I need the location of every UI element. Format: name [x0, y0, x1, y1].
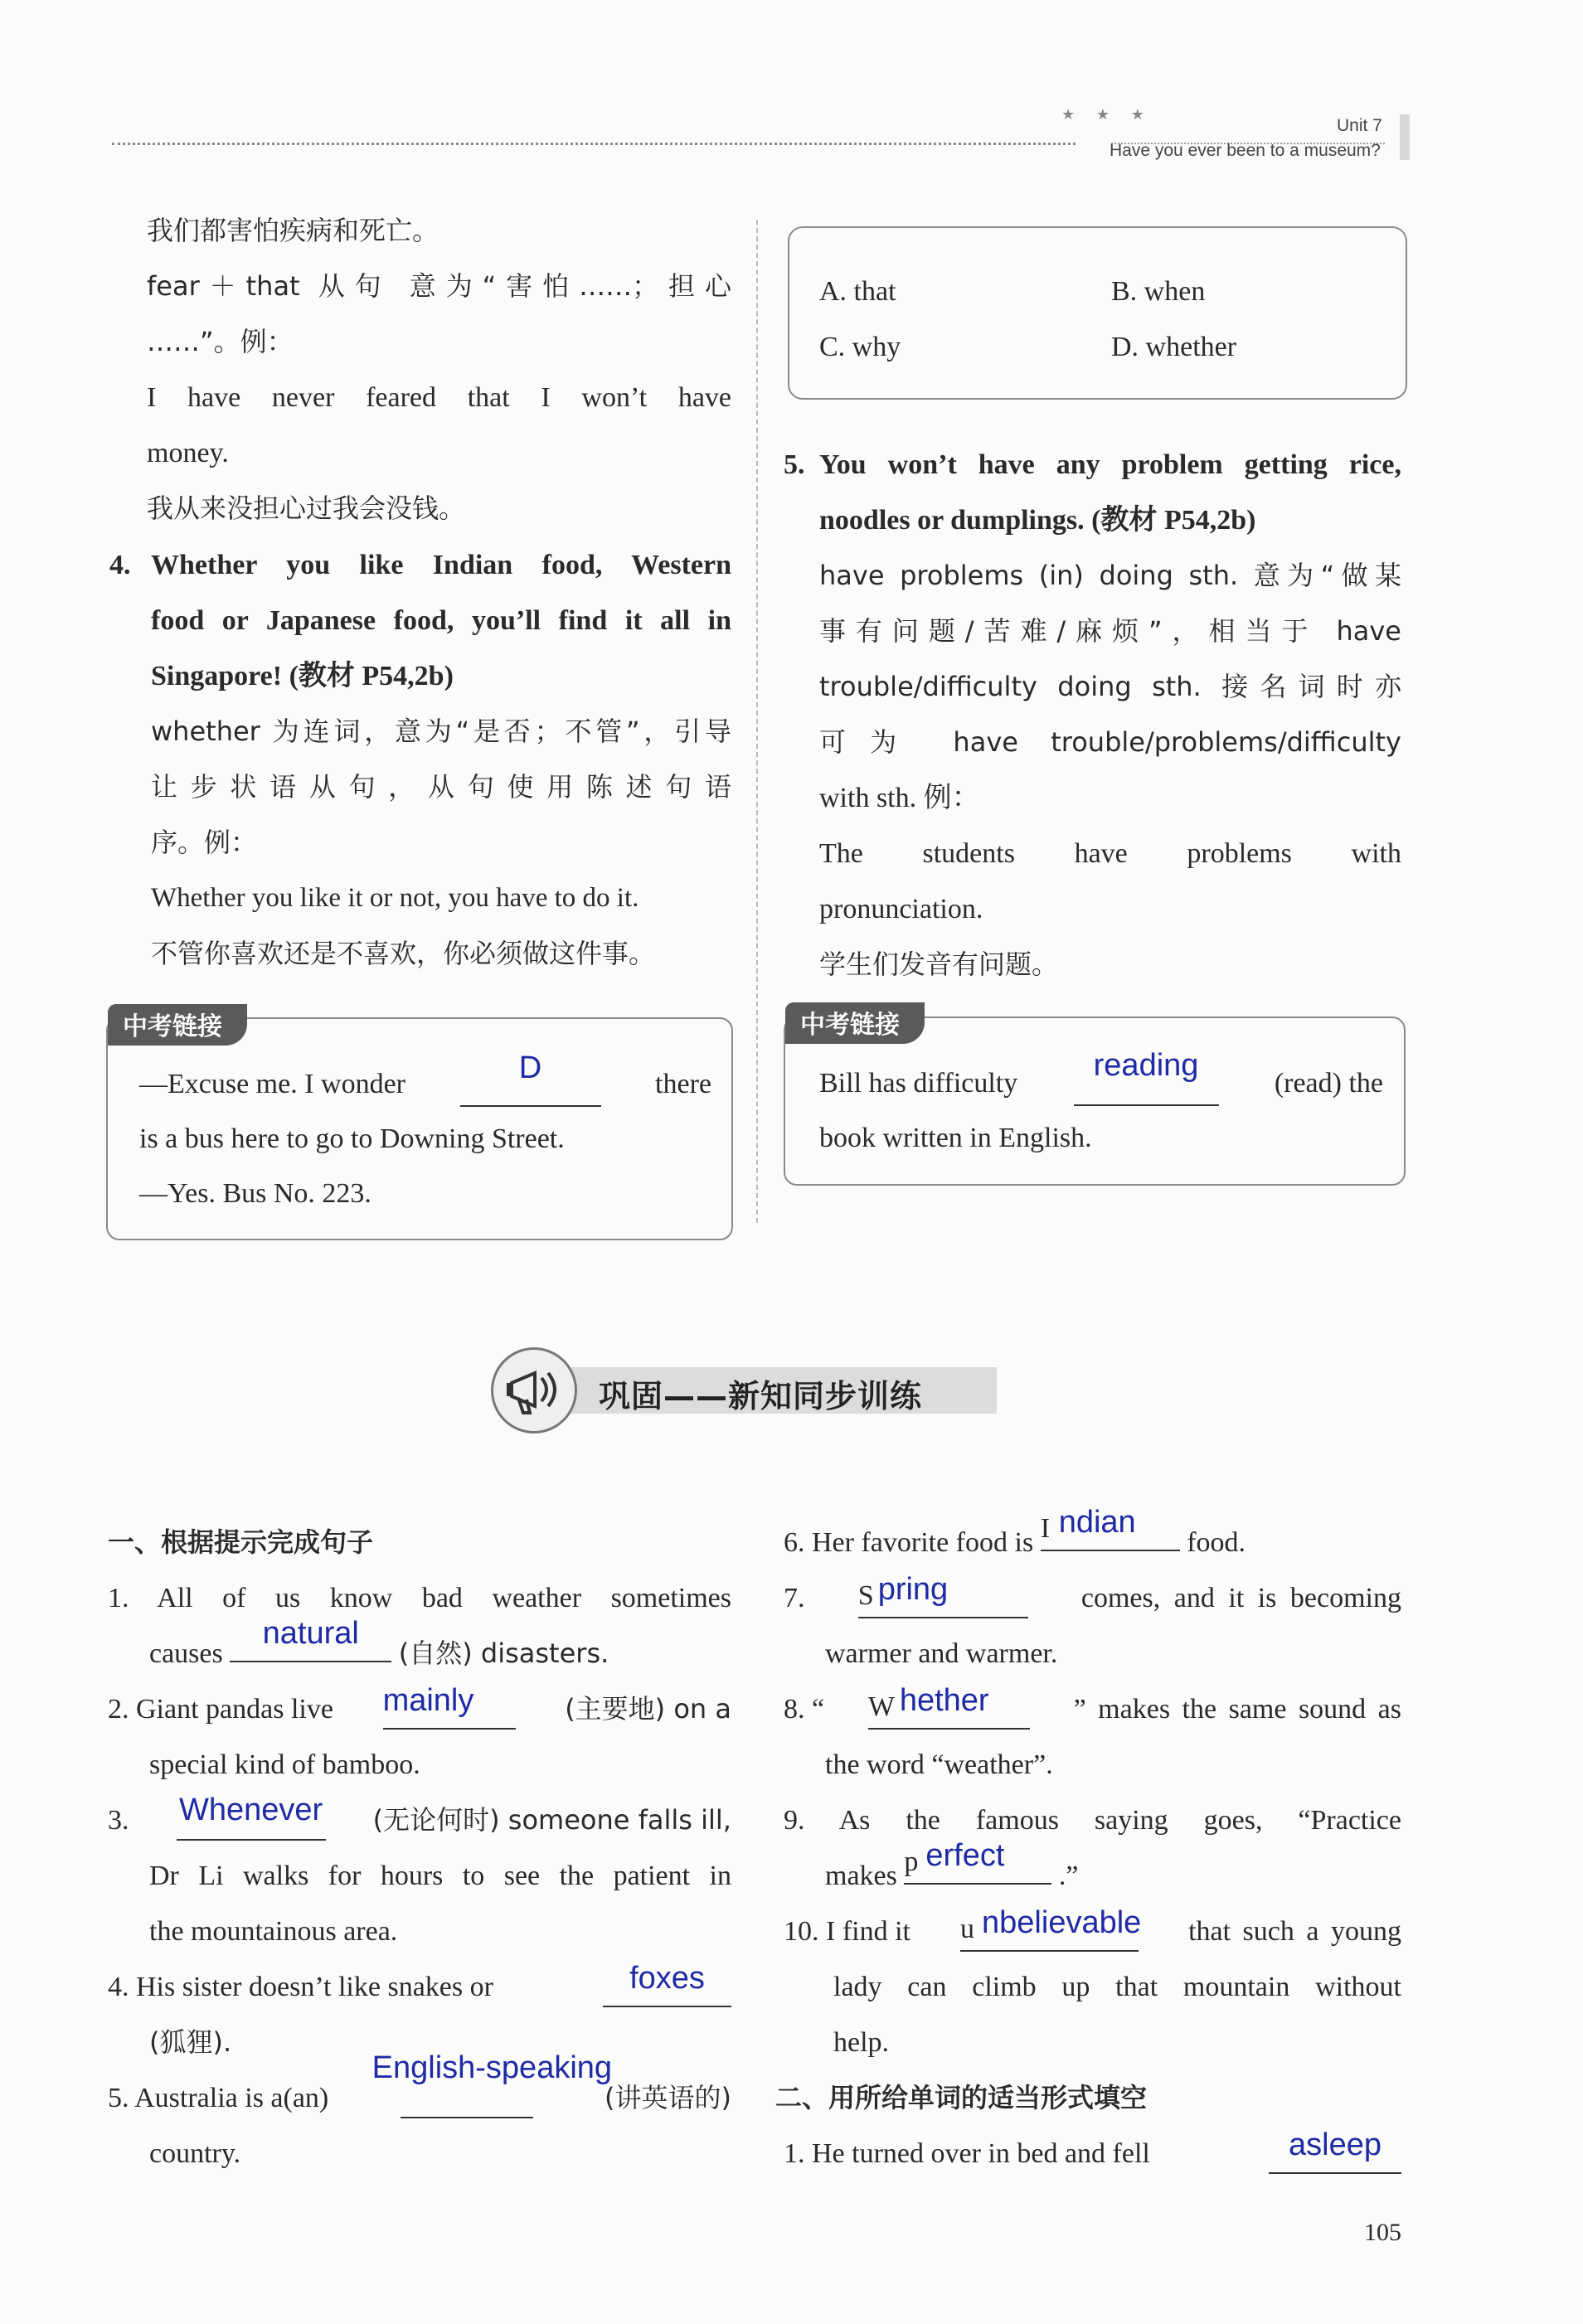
- s1-q7-line-2: warmer and warmer.: [825, 1638, 1058, 1669]
- exam-link-left-blank: [460, 1050, 601, 1107]
- s1-q8-line-1: [784, 1681, 1401, 1737]
- s1-q7-prefix: S: [857, 1580, 874, 1611]
- s1-q9-line-1: 9. As the famous saying goes, “Practice: [784, 1805, 1401, 1836]
- section-banner: [491, 1347, 1005, 1430]
- fear-explanation: fear＋that 从句 意为“害怕……；担心: [147, 270, 731, 302]
- have-problems-3: trouble/difficulty doing sth. 接名词时亦: [819, 671, 1401, 702]
- header-dotted-rule: [112, 143, 1076, 145]
- s1-q5-line-2: country.: [149, 2138, 241, 2169]
- s1-q6-text-b: food.: [1187, 1527, 1246, 1558]
- s2-q1-text-a: 1. He turned over in bed and fell: [784, 2138, 1150, 2169]
- s1-q2-text-a: 2. Giant pandas live: [108, 1694, 333, 1725]
- section-2-title: 二、用所给单词的适当形式填空: [775, 2082, 1148, 2113]
- have-problems-2: 事有问题/苦难/麻烦”，相当于 have: [819, 615, 1401, 647]
- s1-q3-text-a: (无论何时) someone falls ill,: [372, 1804, 731, 1836]
- s1-q6-answer: ndian: [1058, 1505, 1136, 1540]
- section-1-right: [775, 1505, 1401, 2181]
- s1-q8-prefix: W: [867, 1691, 895, 1722]
- exam-link-left-line-1: [139, 1050, 711, 1112]
- s1-q9-line-2: [784, 1838, 1401, 1904]
- s1-q3-answer: Whenever: [178, 1793, 323, 1827]
- header-side-bar: [1400, 114, 1410, 160]
- s1-q9-prefix: p: [904, 1846, 919, 1877]
- s1-q8-number: 8. “: [784, 1694, 825, 1725]
- s2-q1-line-1: [784, 2126, 1401, 2181]
- s1-q8-text-a: ” makes the same sound as: [1073, 1694, 1401, 1725]
- s1-q5-text-b: (讲英语的): [605, 2082, 731, 2113]
- page-number: 105: [1364, 2219, 1401, 2246]
- s1-q7-blank: [857, 1572, 1028, 1618]
- s1-q10-line-1: [784, 1904, 1401, 1959]
- item-5-line-1: [784, 437, 1401, 492]
- section-1-title: 一、根据提示完成句子: [108, 1526, 374, 1558]
- s1-q7-number: 7.: [784, 1583, 805, 1613]
- item-4-line-1: [109, 537, 731, 593]
- options-box: [788, 226, 1407, 400]
- s1-q5-answer: English-speaking: [371, 2050, 613, 2085]
- example-zh-1: 我们都害怕疾病和死亡。: [147, 215, 439, 246]
- s1-q1-blank: [230, 1616, 391, 1662]
- exam-link-left-answer: D: [518, 1050, 542, 1085]
- s1-q8-answer: hether: [899, 1683, 989, 1718]
- s1-q3-number: 3.: [108, 1805, 129, 1836]
- s1-q5-line-1: [108, 2050, 731, 2126]
- s1-q9-answer: erfect: [925, 1838, 1005, 1873]
- s1-q10-line-3: help.: [833, 2027, 890, 2058]
- exam-link-tag-right: 中考链接: [785, 1002, 925, 1044]
- fear-example-zh: 我从来没担心过我会没钱。: [147, 492, 466, 524]
- have-problems-example-zh: 学生们发音有问题。: [819, 949, 1059, 980]
- s1-q3-line-2: Dr Li walks for hours to see the patient in: [149, 1861, 731, 1891]
- option-c: C. why: [819, 332, 901, 362]
- s1-q4-line-2: (狐狸).: [149, 2026, 232, 2058]
- s1-q5-text-a: 5. Australia is a(an): [108, 2083, 329, 2113]
- s1-q1-text-c: (自然) disasters.: [398, 1637, 609, 1669]
- s1-q2-line-2: special kind of bamboo.: [149, 1749, 420, 1780]
- exam-link-right-answer: reading: [1093, 1048, 1199, 1083]
- s1-q4-answer: foxes: [629, 1961, 705, 1996]
- exam-link-right-line-1: [819, 1048, 1383, 1111]
- fear-example-en: I have never feared that I won’t have: [147, 382, 731, 413]
- whether-explanation-3: 序。例：: [151, 827, 258, 858]
- s1-q1-line-2: [108, 1616, 731, 1681]
- header-subtitle: Have you ever been to a museum?: [1110, 141, 1381, 160]
- s1-q8-blank: [867, 1683, 1030, 1730]
- s1-q4-line-1: [108, 1959, 731, 2015]
- exam-link-left-text-a: —Excuse me. I wonder: [139, 1069, 406, 1099]
- s1-q6-prefix: I: [1040, 1513, 1051, 1544]
- s2-q1-answer: asleep: [1289, 2128, 1381, 2162]
- exam-link-left-text-b: there: [655, 1069, 711, 1099]
- s1-q1-line-1: 1. All of us know bad weather sometimes: [108, 1583, 731, 1613]
- left-column-top: [147, 203, 731, 536]
- s1-q2-blank: [382, 1683, 516, 1730]
- exam-link-right-line-2: book written in English.: [819, 1123, 1092, 1153]
- whether-example-en: Whether you like it or not, you have to do it.: [151, 883, 639, 913]
- s1-q10-blank: [960, 1905, 1142, 1952]
- s1-q2-answer: mainly: [382, 1683, 474, 1718]
- s1-q7-line-1: [784, 1570, 1401, 1626]
- item-4: [109, 537, 731, 982]
- whether-example-zh: 不管你喜欢还是不喜欢，你必须做这件事。: [151, 938, 656, 969]
- item-5: [784, 437, 1401, 992]
- megaphone-icon: [491, 1347, 577, 1434]
- exam-link-right-text-a: Bill has difficulty: [819, 1068, 1018, 1099]
- header-stars: ★ ★ ★: [1061, 106, 1153, 124]
- have-problems-example-1: The students have problems with: [819, 838, 1401, 869]
- s1-q3-blank: [177, 1793, 326, 1841]
- s1-q10-text-a: 10. I find it: [784, 1916, 910, 1947]
- s1-q5-blank: [371, 2050, 613, 2118]
- s1-q6-text-a: 6. Her favorite food is: [784, 1527, 1034, 1558]
- s1-q2-text-b: (主要地) on a: [565, 1693, 731, 1725]
- fear-example-en-2: money.: [147, 438, 229, 468]
- have-problems-4: 可为 have trouble/problems/difficulty: [819, 726, 1401, 758]
- item-4-number: 4.: [109, 550, 131, 580]
- item-5-text-1: You won’t have any problem getting rice,: [819, 449, 1401, 480]
- s1-q9-blank: [904, 1838, 1051, 1885]
- section-1-left: [108, 1515, 731, 2181]
- exam-link-right-blank: [1074, 1048, 1219, 1106]
- s1-q9-text-b: makes: [825, 1861, 897, 1891]
- s1-q4-text-a: 4. His sister doesn’t like snakes or: [108, 1972, 493, 2002]
- item-5-text-2: noodles or dumplings. (教材 P54,2b): [819, 505, 1256, 536]
- s2-q1-blank: [1269, 2128, 1401, 2174]
- whether-explanation-1: whether 为连词，意为“是否；不管”，引导: [151, 716, 731, 747]
- s1-q6-line-1: [784, 1505, 1401, 1570]
- fear-explanation-2: ……”。例：: [147, 326, 294, 357]
- whether-explanation-2: 让步状语从句，从句使用陈述句语: [151, 771, 731, 803]
- option-b: B. when: [1111, 276, 1206, 307]
- exam-link-left-line-2: is a bus here to go to Downing Street.: [139, 1123, 565, 1154]
- s1-q4-blank: [603, 1961, 731, 2007]
- item-4-text-2: food or Japanese food, you’ll find it all in: [151, 605, 731, 636]
- have-problems-5: with sth. 例：: [819, 783, 980, 813]
- exam-link-right-text-b: (read) the: [1274, 1068, 1383, 1099]
- option-a: A. that: [819, 276, 896, 307]
- banner-title: 巩固——新知同步训练: [599, 1378, 923, 1414]
- s1-q8-line-2: the word “weather”.: [825, 1749, 1053, 1780]
- item-4-text-3: Singapore! (教材 P54,2b): [151, 661, 454, 691]
- item-4-text-1: Whether you like Indian food, Western: [151, 550, 731, 580]
- s1-q7-answer: pring: [877, 1572, 949, 1607]
- s1-q10-prefix: u: [960, 1914, 975, 1944]
- have-problems-1: have problems (in) doing sth. 意为“做某: [819, 560, 1401, 591]
- s1-q10-text-b: that such a young: [1188, 1916, 1401, 1947]
- s1-q3-line-1: [108, 1793, 731, 1848]
- s1-q10-line-2: lady can climb up that mountain without: [833, 1972, 1401, 2002]
- have-problems-example-2: pronunciation.: [819, 894, 983, 924]
- s1-q1-text-b: causes: [149, 1638, 223, 1669]
- s1-q6-blank: [1040, 1505, 1180, 1551]
- item-5-number: 5.: [784, 449, 805, 480]
- s1-q9-text-c: .”: [1058, 1861, 1079, 1891]
- s1-q1-answer: natural: [262, 1616, 359, 1651]
- column-divider: [756, 220, 758, 1223]
- s1-q7-text-a: comes, and it is becoming: [1080, 1583, 1401, 1613]
- s1-q2-line-1: [108, 1681, 731, 1737]
- s1-q3-line-3: the mountainous area.: [149, 1916, 398, 1947]
- exam-link-left-line-3: —Yes. Bus No. 223.: [139, 1178, 371, 1209]
- header-unit: Unit 7: [1337, 116, 1382, 135]
- s1-q10-answer: nbelievable: [982, 1905, 1142, 1940]
- option-d: D. whether: [1111, 332, 1237, 362]
- exam-link-tag-left: 中考链接: [108, 1004, 247, 1046]
